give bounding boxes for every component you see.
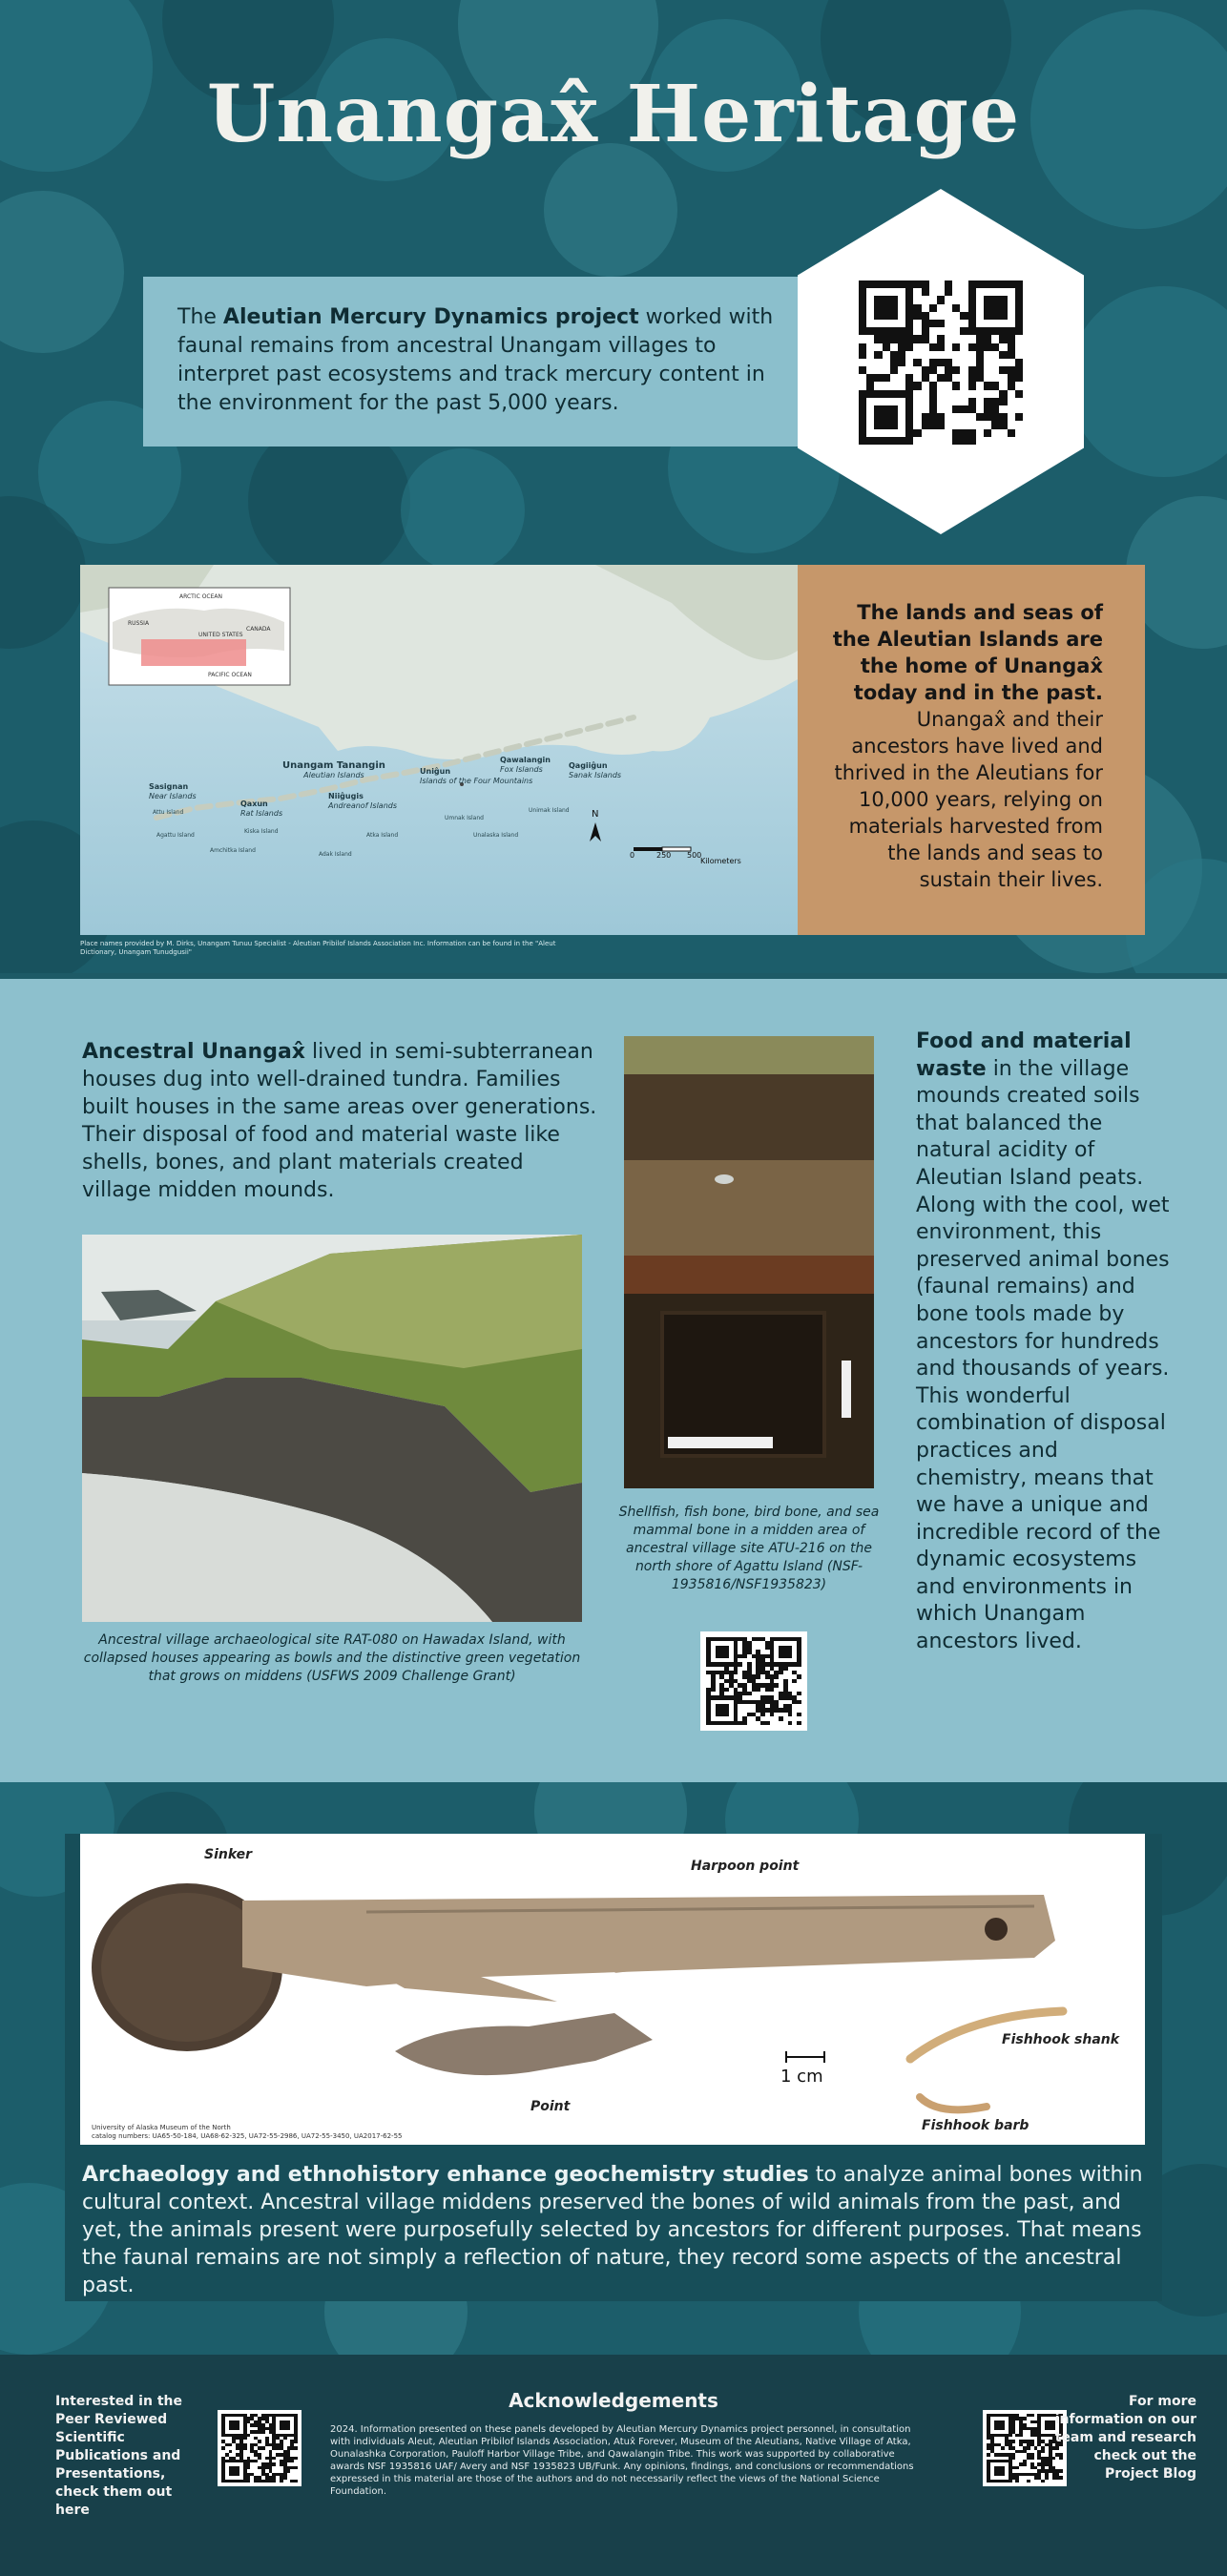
point-label: Point xyxy=(530,2099,571,2114)
fishhook-shank-label: Fishhook shank xyxy=(1002,2032,1120,2047)
qr-code[interactable] xyxy=(859,280,1023,445)
scale-bar-label: 1 cm xyxy=(780,2067,823,2087)
midden-qr-frame xyxy=(700,1631,807,1731)
artifacts-credit: University of Alaska Museum of the North catalog numbers: UA65-50-184, UA68-62-325, UA72-55-2986, UA72-55-3450, UA2017-62-55 xyxy=(92,2124,403,2140)
map-island-labels: Attu Island Agattu Island Kiska Island Amchitka Island Adak Island Atka Island Umnak Island Unalaska Island Unimak Island xyxy=(153,807,570,858)
map-credit: Place names provided by M. Dirks, Unangam Tunuu Specialist - Aleutian Pribilof Islands Association Inc. Information can be found in the "Aleut Dictionary, Unangam Tunudgusii" xyxy=(80,940,556,956)
acknowledgements-title: Acknowledgements xyxy=(509,2389,718,2412)
homeland-text: The lands and seas of the Aleutian Islands are the home of Unangax̂ today and in the past. Unangax̂ and their ancestors have lived and thrived in the Aleutians for 10,000 years, relying on materials harvested from the lands and seas to sustain their lives. xyxy=(798,565,1145,935)
blog-link-text[interactable]: For more information on our team and research check out the Project Blog xyxy=(1054,2394,1196,2482)
acknowledgements-body: 2024. Information presented on these panels developed by Aleutian Mercury Dynamics project personnel, in consultation with individuals Aleut, Aleutian Pribilof Islands Association, Atux̂ Forever, Museum of the Aleutians, Native Village of Atka, Ounalashka Corporation, Pauloff Harbor Village Tribe, and Qawalangin Tribe. This work was supported by collaborative awards NSF 1935816 UAF/ Avery and NSF 1935823 UB/Funk. Any opinions, findings, and conclusions or recommendations expressed in this material are those of the authors and do not necessarily reflect the views of the National Science Foundation. xyxy=(330,2424,914,2497)
north-arrow-label: N xyxy=(592,809,599,820)
publications-qr-code[interactable] xyxy=(221,2414,298,2483)
food-waste-paragraph: Food and material waste in the village mounds created soils that balanced the natural acidity of Aleutian Island peats. Along with the cool, wet environment, this preserved animal bones (faunal remains) and bone tools made by ancestors for hundreds and thousands of years. This wonderful combination of disposal practices and chemistry, means that we have a unique and incredible record of the dynamic ecosystems and environments in which Unangam ancestors lived. xyxy=(916,1029,1170,1654)
midden-photo-caption: Shellfish, fish bone, bird bone, and sea mammal bone in a midden area of ancestral village site ATU-216 on the north shore of Agattu Island (NSF-1935816/NSF1935823) xyxy=(618,1505,880,1592)
project-name: Aleutian Mercury Dynamics project xyxy=(222,305,639,329)
publications-link-text[interactable]: Interested in the Peer Reviewed Scientific Publications and Presentations, check them out here xyxy=(55,2394,182,2518)
page-title: Unangax̂ Heritage xyxy=(206,69,1021,160)
sinker-label: Sinker xyxy=(204,1847,253,1862)
map-region-labels: Unangam Tanangin Aleutian Islands Sasignan Near Islands Qaxun Rat Islands Niiĝugis Andreanof Islands Uniĝun Islands of the Four Mountains Qawalangin Fox Islands Qagiiĝun Sanak Islands xyxy=(149,756,622,818)
archaeology-paragraph: Archaeology and ethnohistory enhance geochemistry studies to analyze animal bones within cultural context. Ancestral village middens preserved the bones of wild animals from the past, and yet, the animals present were purposefully selected by ancestors for different purposes. That means the faunal remains are not simply a reflection of nature, they record some aspects of the ancestral past. xyxy=(82,2163,1143,2297)
ancestral-paragraph: Ancestral Unangax̂ lived in semi-subterranean houses dug into well-drained tundra. Families built houses in the same areas over generations. Their disposal of food and material waste like shells, bones, and plant materials created village midden mounds. xyxy=(82,1040,597,1202)
midden-qr-code[interactable] xyxy=(706,1637,801,1725)
artifacts-image xyxy=(80,1834,1145,2145)
village-photo-caption: Ancestral village archaeological site RAT-080 on Hawadax Island, with collapsed houses appearing as bowls and the distinctive green vegetation that grows on middens (USFWS 2009 Challenge Grant) xyxy=(83,1632,581,1684)
midden-photo xyxy=(624,1036,874,1488)
blog-qr-code[interactable] xyxy=(987,2414,1063,2483)
aleutian-map: ARCTIC OCEAN RUSSIA UNITED STATES CANADA PACIFIC OCEAN Unangam Tanangin Aleutian Islands Sasignan Near Islands Qaxun Rat Islands Niiĝugis Andreanof Islands Uniĝun Islands of the Four Mountains Qawalangin Fox Islands Qagiiĝun Sanak Islands Attu Island Agattu Island Kiska Island Amchitka Island Adak Island Atka Island Umnak Island Unalaska Island Unimak Island N 0 250 500 Kilometers xyxy=(80,565,798,935)
publications-qr-frame xyxy=(218,2410,302,2486)
village-site-photo xyxy=(82,1235,582,1622)
intro-box: The Aleutian Mercury Dynamics project worked with faunal remains from ancestral Unangam villages to interpret past ecosystems and track mercury content in the environment for the past 5,000 years. xyxy=(143,277,811,447)
fishhook-barb-label: Fishhook barb xyxy=(922,2118,1029,2133)
map-inset-labels: ARCTIC OCEAN RUSSIA UNITED STATES CANADA PACIFIC OCEAN xyxy=(128,593,271,678)
harpoon-label: Harpoon point xyxy=(691,1859,800,1874)
